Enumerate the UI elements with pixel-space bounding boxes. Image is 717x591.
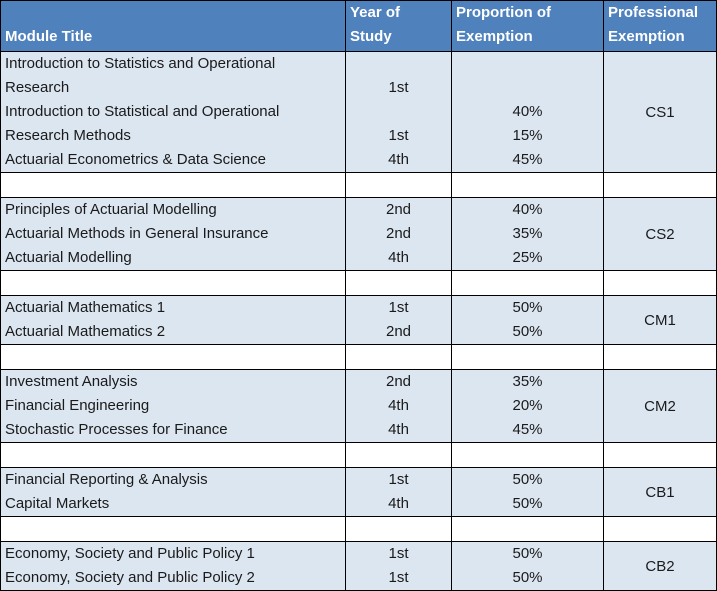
spacer-cell [452,345,604,370]
year-cell [346,198,452,271]
module-title-cell [1,370,346,443]
year-cell [346,296,452,345]
header-row [1,1,717,52]
professional-exemption-cell [604,296,717,345]
module-title: Introduction to Statistical and Operational [5,103,280,120]
exemption-code: CM1 [644,311,676,329]
module-title: Investment Analysis [5,373,138,390]
spacer-cell [1,443,346,468]
spacer-row [1,271,717,296]
table-body [1,52,717,591]
year-of-study: 4th [388,249,409,266]
module-title: Introduction to Statistics and Operational [5,55,276,72]
professional-exemption-cell [604,370,717,443]
module-title: Economy, Society and Public Policy 2 [5,569,255,586]
exemption-code: CM2 [644,397,676,415]
proportion-of-exemption: 40% [512,103,543,120]
year-cell [346,542,452,591]
module-title: Actuarial Econometrics & Data Science [5,151,266,168]
proportion-of-exemption: 50% [512,299,543,316]
spacer-cell [346,443,452,468]
spacer-row [1,517,717,542]
year-of-study: 2nd [385,201,412,218]
year-cell [346,468,452,517]
professional-exemption-cell [604,468,717,517]
proportion-cell [452,296,604,345]
year-of-study: 4th [388,151,409,168]
spacer-row [1,443,717,468]
spacer-cell [452,173,604,198]
module-title: Research Methods [5,127,131,144]
header-professional-line1: Professional [608,4,699,21]
module-title: Capital Markets [5,495,110,512]
year-of-study: 1st [388,79,409,96]
proportion-of-exemption: 25% [512,249,543,266]
module-title: Research [5,79,70,96]
spacer-cell [346,271,452,296]
spacer-row [1,173,717,198]
year-of-study: 1st [388,299,409,316]
proportion-of-exemption [452,76,603,100]
proportion-cell [452,198,604,271]
module-title: Actuarial Mathematics 1 [5,299,166,316]
proportion-of-exemption [452,52,603,76]
proportion-cell [452,370,604,443]
spacer-cell [604,345,717,370]
proportion-of-exemption: 45% [512,151,543,168]
spacer-cell [1,271,346,296]
module-title: Financial Engineering [5,397,150,414]
proportion-of-exemption: 20% [512,397,543,414]
proportion-cell [452,542,604,591]
year-of-study: 2nd [385,323,412,340]
proportion-of-exemption: 50% [512,545,543,562]
proportion-of-exemption: 35% [512,373,543,390]
spacer-cell [604,271,717,296]
spacer-cell [346,173,452,198]
spacer-cell [604,173,717,198]
module-title: Stochastic Processes for Finance [5,421,228,438]
header-year-line1: Year of [350,4,401,21]
year-of-study: 1st [388,545,409,562]
spacer-cell [452,517,604,542]
proportion-of-exemption: 50% [512,495,543,512]
professional-exemption-cell [604,198,717,271]
year-of-study: 4th [388,421,409,438]
header-proportion-line2: Exemption [456,28,533,45]
proportion-cell [452,52,604,173]
module-title-cell [1,296,346,345]
header-module-title-text: Module Title [5,28,93,45]
spacer-row [1,345,717,370]
module-title-cell [1,542,346,591]
year-of-study: 2nd [385,225,412,242]
spacer-cell [346,517,452,542]
proportion-of-exemption: 50% [512,323,543,340]
spacer-cell [1,173,346,198]
header-professional-line2: Exemption [608,28,685,45]
year-cell [346,52,452,173]
spacer-cell [604,443,717,468]
header-year-line2: Study [350,28,392,45]
spacer-cell [604,517,717,542]
spacer-cell [452,271,604,296]
table-group-row [1,468,717,517]
header-module-title [1,1,346,52]
professional-exemption-cell [604,52,717,173]
module-title: Actuarial Modelling [5,249,132,266]
module-title: Principles of Actuarial Modelling [5,201,217,218]
proportion-of-exemption: 35% [512,225,543,242]
module-title: Actuarial Mathematics 2 [5,323,166,340]
module-title: Actuarial Methods in General Insurance [5,225,269,242]
module-title-cell [1,198,346,271]
module-title: Financial Reporting & Analysis [5,471,208,488]
header-proportion-line1: Proportion of [456,4,551,21]
year-cell [346,370,452,443]
year-of-study: 1st [388,127,409,144]
table-group-row [1,370,717,443]
spacer-cell [452,443,604,468]
year-of-study: 4th [388,495,409,512]
header-proportion-of-exemption [452,1,604,52]
header-year-of-study [346,1,452,52]
exemption-code: CS2 [645,225,675,243]
module-title-cell [1,468,346,517]
proportion-of-exemption: 50% [512,471,543,488]
year-of-study: 2nd [385,373,412,390]
module-title-cell [1,52,346,173]
table-group-row [1,296,717,345]
year-of-study [346,52,451,76]
year-of-study: 1st [388,471,409,488]
spacer-cell [1,517,346,542]
proportion-cell [452,468,604,517]
professional-exemption-cell [604,542,717,591]
exemption-code: CS1 [645,103,675,121]
proportion-of-exemption: 40% [512,201,543,218]
table-group-row [1,542,717,591]
spacer-cell [1,345,346,370]
year-of-study [346,100,451,124]
proportion-of-exemption: 15% [512,127,543,144]
spacer-cell [346,345,452,370]
table-group-row [1,198,717,271]
table-group-row [1,52,717,173]
exemption-code: CB1 [645,483,675,501]
exemption-code: CB2 [645,557,675,575]
proportion-of-exemption: 50% [512,569,543,586]
module-title: Economy, Society and Public Policy 1 [5,545,255,562]
year-of-study: 4th [388,397,409,414]
year-of-study: 1st [388,569,409,586]
proportion-of-exemption: 45% [512,421,543,438]
header-professional-exemption [604,1,717,52]
